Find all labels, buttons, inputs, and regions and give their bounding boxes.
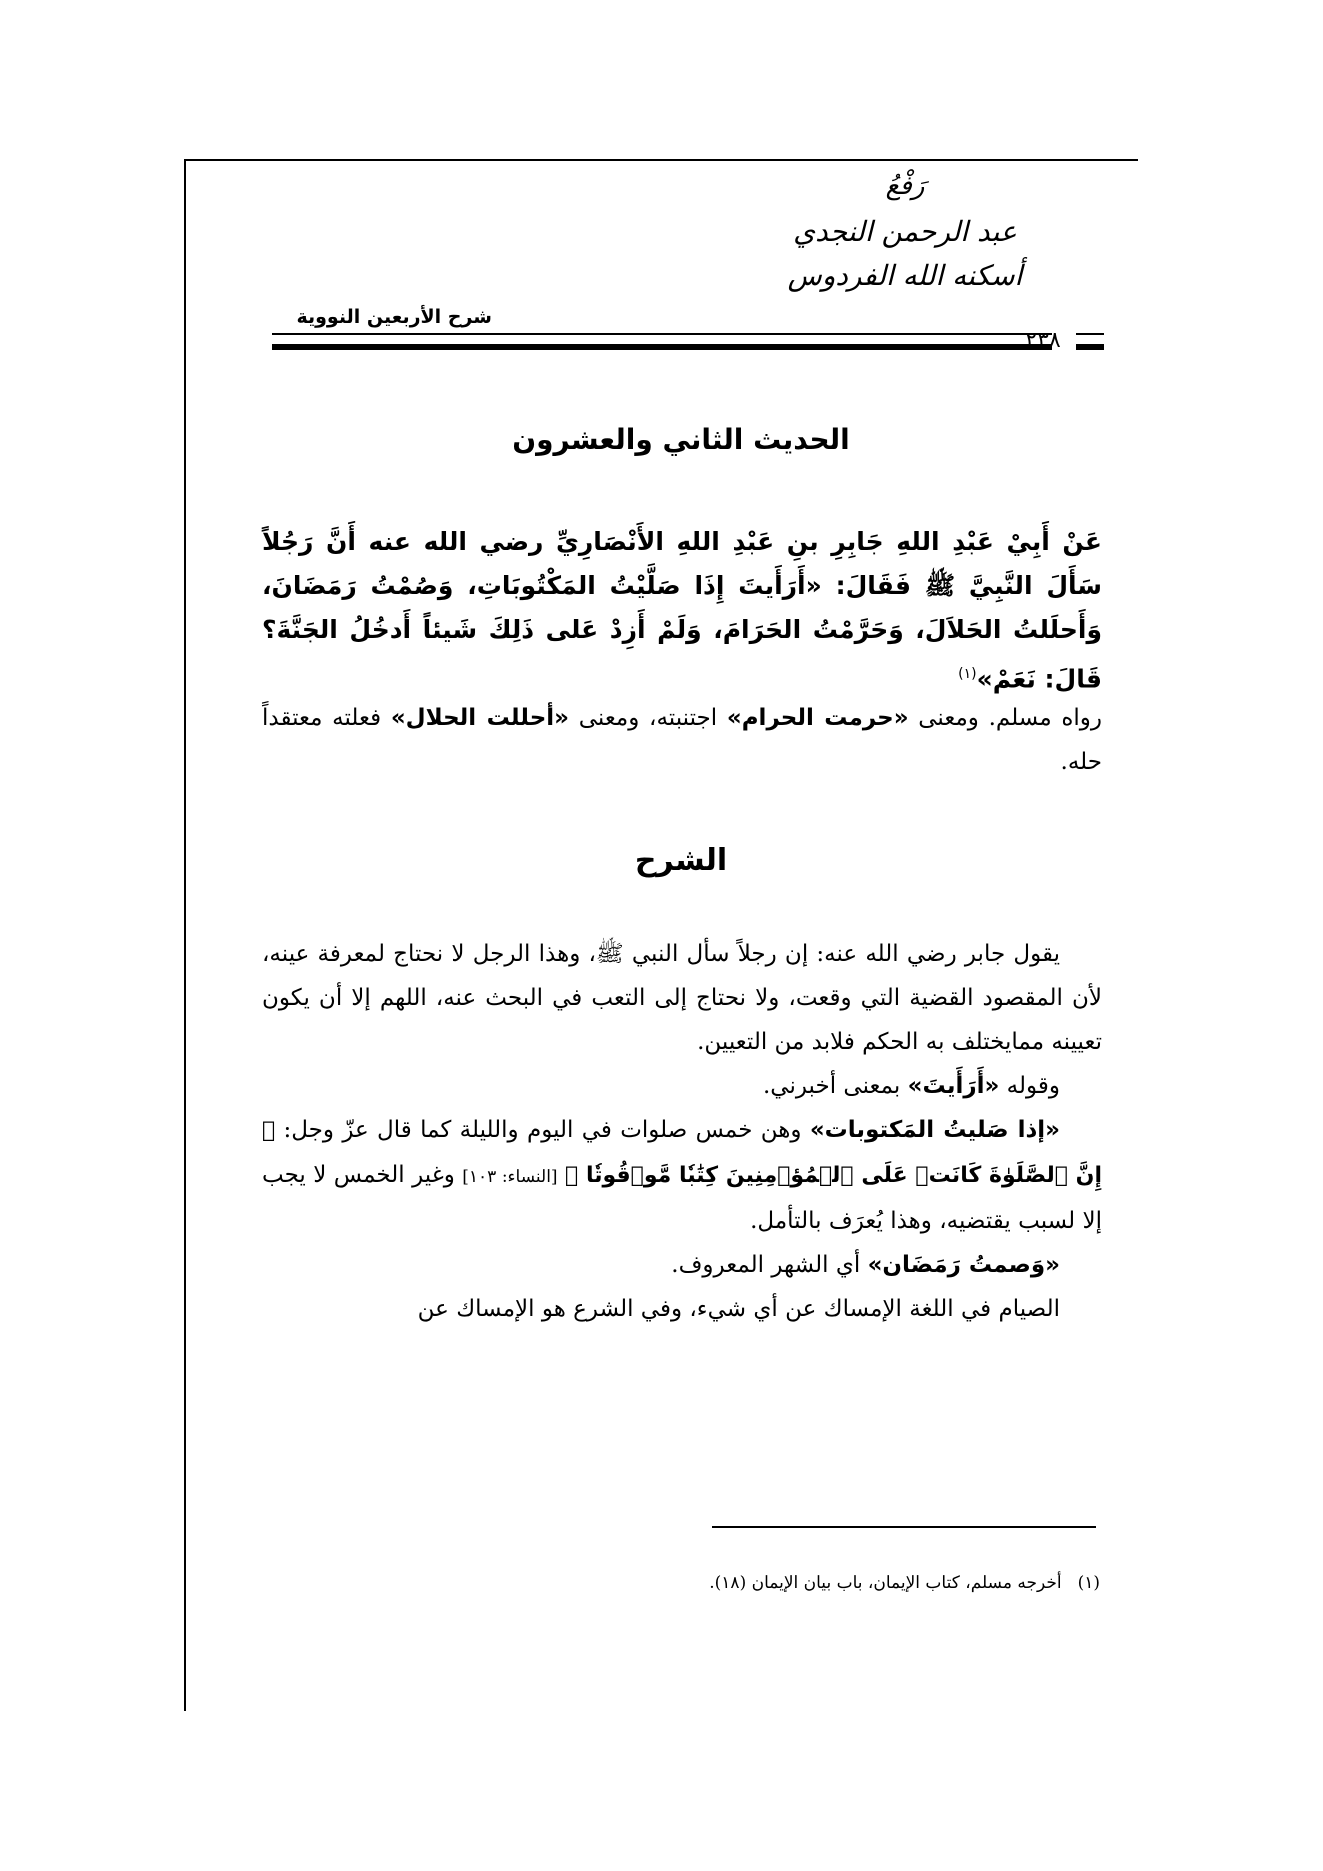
header-rule-end-thick	[1076, 344, 1104, 350]
footnote-mark: (١)	[1077, 1573, 1100, 1593]
hadith-title: الحديث الثاني والعشرون	[512, 423, 850, 456]
narration-note	[262, 696, 1102, 784]
commentary-paragraph: يقول جابر رضي الله عنه: إن رجلاً سأل النبي ﷺ، وهذا الرجل لا نحتاج لمعرفة عينه، لأن المقصود القضية التي وقعت، ولا نحتاج إلى التعب في البحث عنه، اللهم إلا أن يكون تعيينه ممايختلف به الحكم فلابد من التعيين.	[262, 941, 1102, 1055]
narration-term: «حرمت الحرام»	[726, 705, 909, 731]
commentary-paragraph	[262, 1064, 1102, 1108]
stamp-line: عبد الرحمن النجدي	[793, 215, 1017, 248]
verse-reference: [النساء: ١٠٣]	[462, 1167, 558, 1187]
commentary-paragraph	[262, 1108, 1102, 1243]
paragraph-text: أي الشهر المعروف.	[671, 1252, 868, 1278]
header-rule-thin	[272, 333, 1052, 335]
narration-term: «أحللت الحلال»	[390, 705, 570, 731]
narration-text: رواه مسلم. ومعنى	[908, 705, 1102, 731]
handwritten-stamp	[780, 168, 1030, 318]
page-frame-left-border	[184, 159, 186, 1711]
commentary-title: الشرح	[634, 843, 728, 878]
quoted-term: «إذا صَليتُ المَكتوبات»	[809, 1117, 1060, 1143]
narration-text: فعلته معتقداً حله.	[262, 705, 1102, 775]
footnote	[262, 1570, 1100, 1596]
page-number: ٢٣٨	[1025, 328, 1061, 353]
quoted-term: «وَصمتُ رَمَضَان»	[867, 1252, 1060, 1278]
stamp-line: أسكنه الله الفردوس	[787, 259, 1023, 292]
footnote-reference[interactable]: (١)	[958, 666, 977, 682]
paragraph-text: وهن خمس صلوات في اليوم والليلة كما قال عزّ وجل:	[275, 1117, 810, 1143]
header-rule-end-thin	[1076, 333, 1104, 335]
quoted-term: «أَرَأَيتَ»	[907, 1073, 1000, 1099]
paragraph-text: بمعنى أخبرني.	[762, 1073, 908, 1099]
running-header-title: شرح الأربعين النووية	[296, 306, 492, 328]
footnote-separator	[712, 1526, 1096, 1528]
commentary-paragraph: الصيام في اللغة الإمساك عن أي شيء، وفي الشرع هو الإمساك عن	[417, 1296, 1060, 1322]
narration-text: اجتنبته، ومعنى	[569, 705, 727, 731]
hadith-body: عَنْ أَبِيْ عَبْدِ اللهِ جَابِرِ بنِ عَبْدِ اللهِ الأَنْصَارِيِّ رضي الله عنه أَنَّ رَجُلاً سَأَلَ النَّبِيَّ ﷺ فَقَالَ: «أَرَأَيتَ إِذَا صَلَّيْتُ المَكْتُوبَاتِ، وَصُمْتُ رَمَضَانَ، وَأَحلَلتُ الحَلاَلَ، وَحَرَّمْتُ الحَرَامَ، وَلَمْ أَزِدْ عَلى ذَلِكَ شَيئاً أَدخُلُ الجَنَّةَ؟ قَالَ: نَعَمْ»	[262, 527, 1102, 694]
paragraph-text: وقوله	[999, 1073, 1060, 1099]
commentary-body	[262, 932, 1102, 1331]
commentary-paragraph	[262, 1243, 1102, 1287]
footnote-text: أخرجه مسلم، كتاب الإيمان، باب بيان الإيمان (١٨).	[709, 1573, 1062, 1593]
page-frame-top-border	[184, 159, 1138, 161]
stamp-line: رَفْعُ	[885, 171, 925, 201]
quran-verse: ﴿ إِنَّ ٱلصَّلَوٰةَ كَانَتۡ عَلَى ٱلۡمُؤۡمِنِينَ كِتَٰبٗا مَّوۡقُوتٗا ﴾	[262, 1118, 1102, 1188]
header-rule-thick	[272, 344, 1052, 350]
hadith-text	[262, 520, 1102, 701]
paragraph-text: وغير الخمس لا يجب إلا لسبب يقتضيه، وهذا يُعرَف بالتأمل.	[262, 1162, 1102, 1234]
